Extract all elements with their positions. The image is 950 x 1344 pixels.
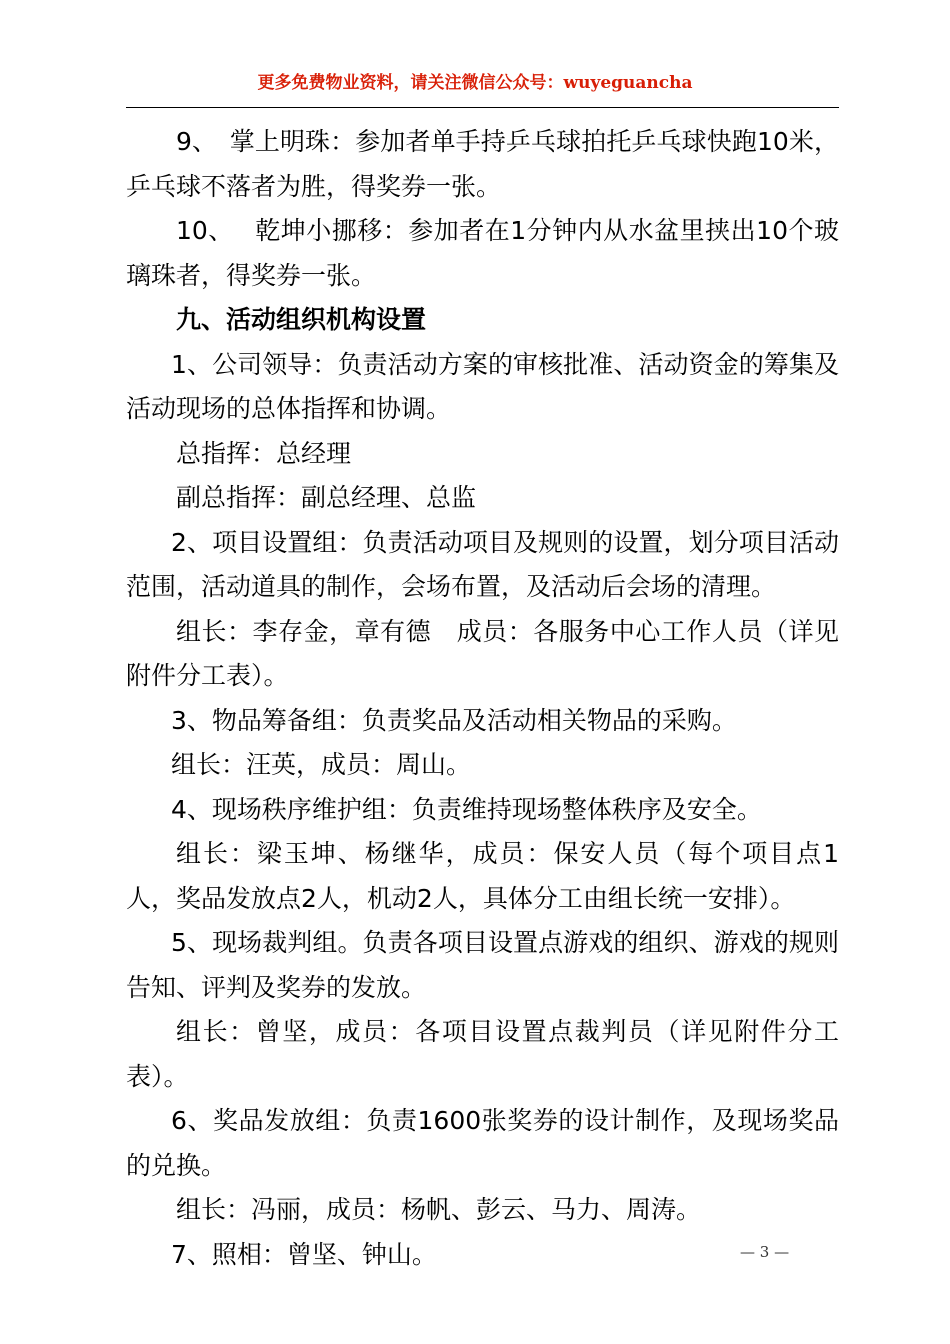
paragraph-commander: 总指挥：总经理 xyxy=(176,438,352,468)
paragraph-item-9: 9、 掌上明珠：参加者单手持乒乓球拍托乒乓球快跑10米，乒乓球不落者为胜，得奖券一张。 xyxy=(126,127,839,201)
page-number: — 3 — xyxy=(740,1243,790,1261)
paragraph-order-members: 组长：梁玉坤、杨继华，成员：保安人员（每个项目点1人，奖品发放点2人，机动2人，具体分工由组长统一安排）。 xyxy=(126,839,839,913)
paragraph-prize-members: 组长：冯丽，成员：杨帆、彭云、马力、周涛。 xyxy=(176,1195,702,1224)
paragraph-photography: 7、照相：曾坚、钟山。 xyxy=(171,1239,437,1269)
header-divider xyxy=(126,107,839,108)
paragraph-supplies-members: 组长：汪英，成员：周山。 xyxy=(171,750,472,779)
paragraph-deputy-commander: 副总指挥：副总经理、总监 xyxy=(176,483,477,512)
header-notice: 更多免费物业资料，请关注微信公众号：wuyeguancha xyxy=(257,73,693,93)
paragraph-referee-group: 5、现场裁判组。负责各项目设置点游戏的组织、游戏的规则告知、评判及奖券的发放。 xyxy=(126,928,839,1002)
paragraph-project-setup-members: 组长：李存金，章有德 成员：各服务中心工作人员（详见附件分工表）。 xyxy=(126,616,839,690)
document-body xyxy=(126,120,839,1277)
paragraph-supplies-group: 3、物品筹备组：负责奖品及活动相关物品的采购。 xyxy=(171,705,737,735)
paragraph-item-10: 10、 乾坤小挪移：参加者在1分钟内从水盆里挟出10个玻璃珠者，得奖券一张。 xyxy=(126,216,839,290)
section-heading-9: 九、活动组织机构设置 xyxy=(176,305,427,334)
paragraph-project-setup-group: 2、项目设置组：负责活动项目及规则的设置，划分项目活动范围，活动道具的制作，会场布置，及活动后会场的清理。 xyxy=(126,527,839,601)
paragraph-referee-members: 组长：曾坚，成员：各项目设置点裁判员（详见附件分工表）。 xyxy=(126,1017,839,1091)
paragraph-order-group: 4、现场秩序维护组：负责维持现场整体秩序及安全。 xyxy=(171,794,762,824)
paragraph-company-leadership: 1、公司领导：负责活动方案的审核批准、活动资金的筹集及活动现场的总体指挥和协调。 xyxy=(126,349,839,423)
paragraph-prize-group: 6、奖品发放组：负责1600张奖券的设计制作，及现场奖品的兑换。 xyxy=(126,1106,839,1180)
